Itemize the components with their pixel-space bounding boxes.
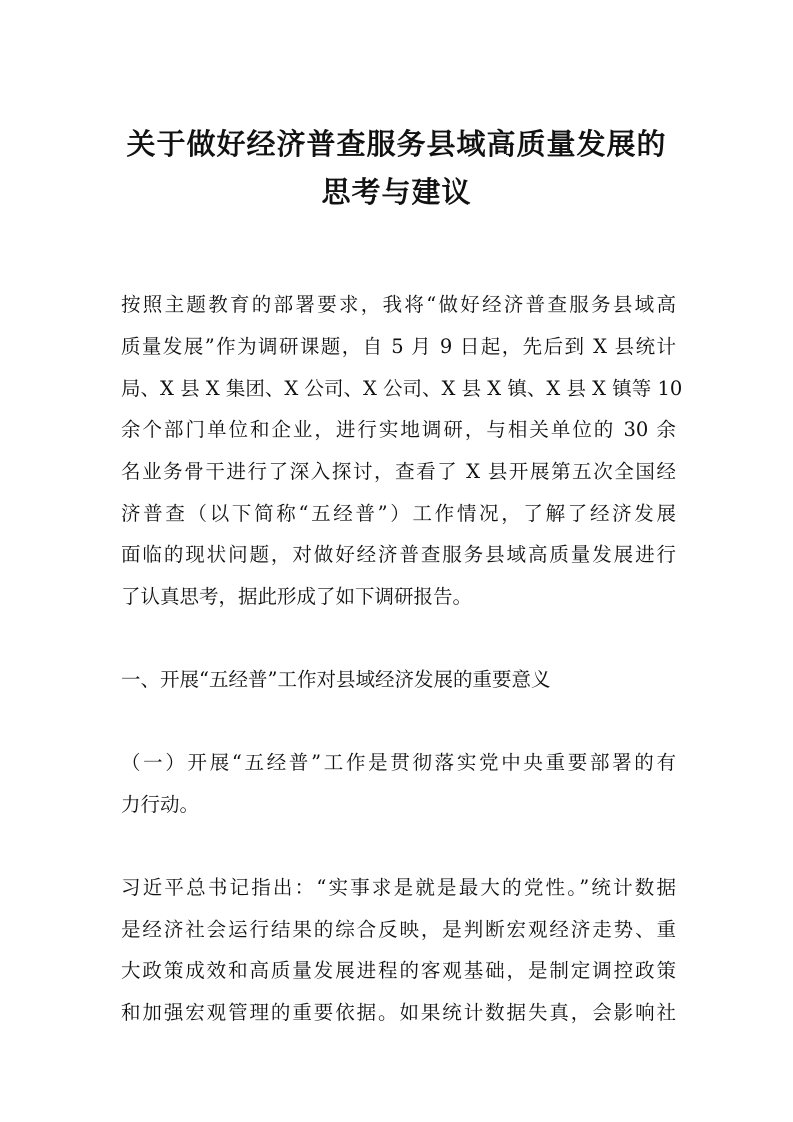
document-title-line-1: 关于做好经济普查服务县域高质量发展的 — [126, 127, 667, 161]
subheading-line: （一）开展“五经普”工作是贯彻落实党中央重要部署的有 — [121, 751, 676, 774]
paragraph-line: 和加强宏观管理的重要依据。如果统计数据失真，会影响社 — [121, 1001, 676, 1024]
paragraph-line: 是经济社会运行结果的综合反映，是判断宏观经济走势、重 — [121, 918, 676, 941]
paragraph-line: 名业务骨干进行了深入探讨，查看了 X 县开展第五次全国经 — [121, 460, 676, 483]
subheading-line: 力行动。 — [121, 793, 200, 816]
paragraph-line: 质量发展”作为调研课题，自 5 月 9 日起，先后到 X 县统计 — [121, 335, 676, 358]
paragraph-line: 按照主题教育的部署要求，我将“做好经济普查服务县域高 — [121, 293, 676, 316]
paragraph-line: 大政策成效和高质量发展进程的客观基础，是制定调控政策 — [121, 959, 676, 982]
paragraph-line: 局、X 县 X 集团、X 公司、X 公司、X 县 X 镇、X 县 X 镇等 10 — [121, 377, 683, 400]
paragraph-line: 了认真思考，据此形成了如下调研报告。 — [121, 585, 473, 608]
paragraph-line: 习近平总书记指出：“实事求是就是最大的党性。”统计数据 — [121, 876, 676, 899]
paragraph-line: 面临的现状问题，对做好经济普查服务县域高质量发展进行 — [121, 543, 676, 566]
paragraph-line: 济普查（以下简称“五经普”）工作情况，了解了经济发展 — [121, 502, 676, 525]
section-heading-1: 一、开展“五经普”工作对县域经济发展的重要意义 — [121, 668, 551, 691]
document-title-line-2: 思考与建议 — [321, 175, 472, 209]
paragraph-line: 余个部门单位和企业，进行实地调研，与相关单位的 30 余 — [121, 418, 676, 441]
